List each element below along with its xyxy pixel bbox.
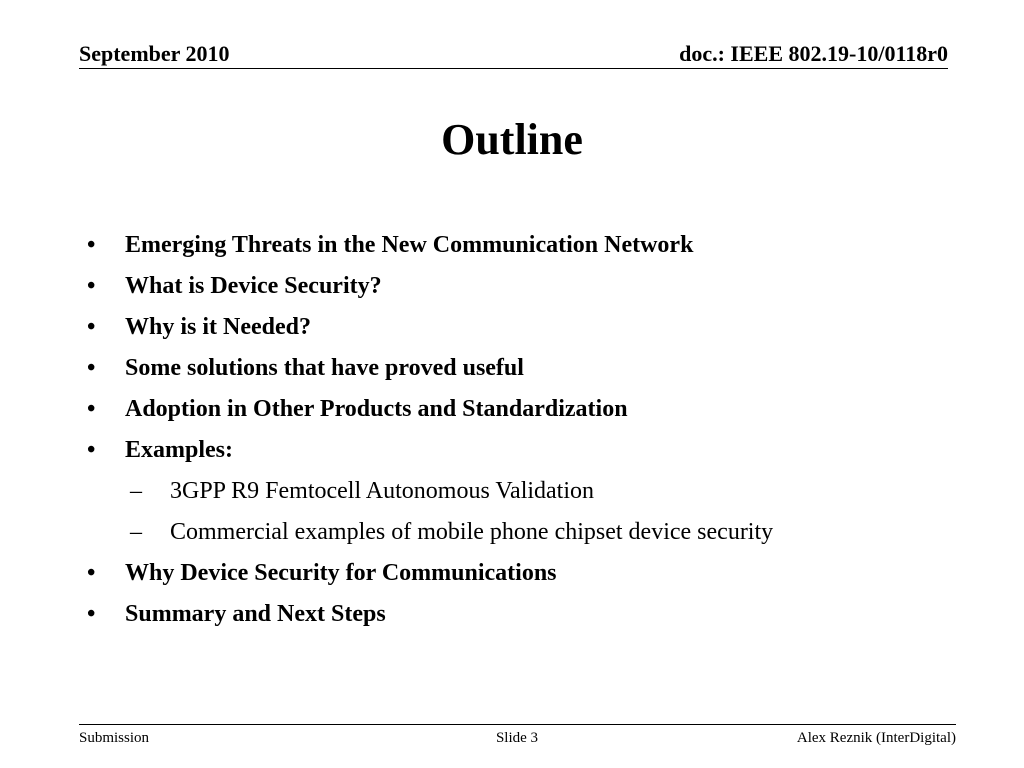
outline-subitem-text: Commercial examples of mobile phone chipset device security bbox=[170, 519, 774, 545]
outline-item bbox=[87, 267, 947, 308]
footer-author: Alex Reznik (InterDigital) bbox=[796, 730, 956, 746]
outline-item bbox=[87, 595, 947, 636]
footer-submission: Submission bbox=[79, 730, 150, 746]
dash-bullet-icon: – bbox=[130, 478, 142, 504]
outline-item-text: Examples: bbox=[125, 437, 233, 463]
bullet-icon: • bbox=[87, 396, 96, 422]
bullet-icon: • bbox=[87, 437, 96, 463]
bullet-icon: • bbox=[87, 560, 96, 586]
outline-item bbox=[87, 349, 947, 390]
slide-title: Outline bbox=[441, 115, 583, 164]
outline-item bbox=[87, 308, 947, 349]
outline-item-text: What is Device Security? bbox=[125, 273, 382, 299]
outline-item bbox=[87, 390, 947, 431]
bullet-icon: • bbox=[87, 601, 96, 627]
bullet-icon: • bbox=[87, 273, 96, 299]
header-divider bbox=[79, 68, 948, 69]
outline-item-text: Adoption in Other Products and Standardization bbox=[125, 396, 628, 422]
bullet-icon: • bbox=[87, 355, 96, 381]
bullet-icon: • bbox=[87, 314, 96, 340]
header-doc-id: doc.: IEEE 802.19-10/0118r0 bbox=[679, 41, 948, 66]
dash-bullet-icon: – bbox=[130, 519, 142, 545]
outline-item-text: Why is it Needed? bbox=[125, 314, 311, 340]
outline-list bbox=[87, 226, 947, 636]
header-date: September 2010 bbox=[79, 41, 230, 66]
bullet-icon: • bbox=[87, 232, 96, 258]
outline-item-text: Emerging Threats in the New Communication Network bbox=[125, 232, 694, 258]
footer-divider bbox=[79, 724, 956, 725]
footer-slide-number: Slide 3 bbox=[495, 730, 539, 746]
outline-item bbox=[87, 226, 947, 267]
outline-item-text: Summary and Next Steps bbox=[125, 601, 386, 627]
outline-item-text: Some solutions that have proved useful bbox=[125, 355, 524, 381]
outline-subitem-text: 3GPP R9 Femtocell Autonomous Validation bbox=[170, 478, 595, 504]
outline-subitem bbox=[87, 472, 947, 513]
outline-item bbox=[87, 431, 947, 472]
outline-item-text: Why Device Security for Communications bbox=[125, 560, 557, 586]
outline-item bbox=[87, 554, 947, 595]
outline-subitem bbox=[87, 513, 947, 554]
